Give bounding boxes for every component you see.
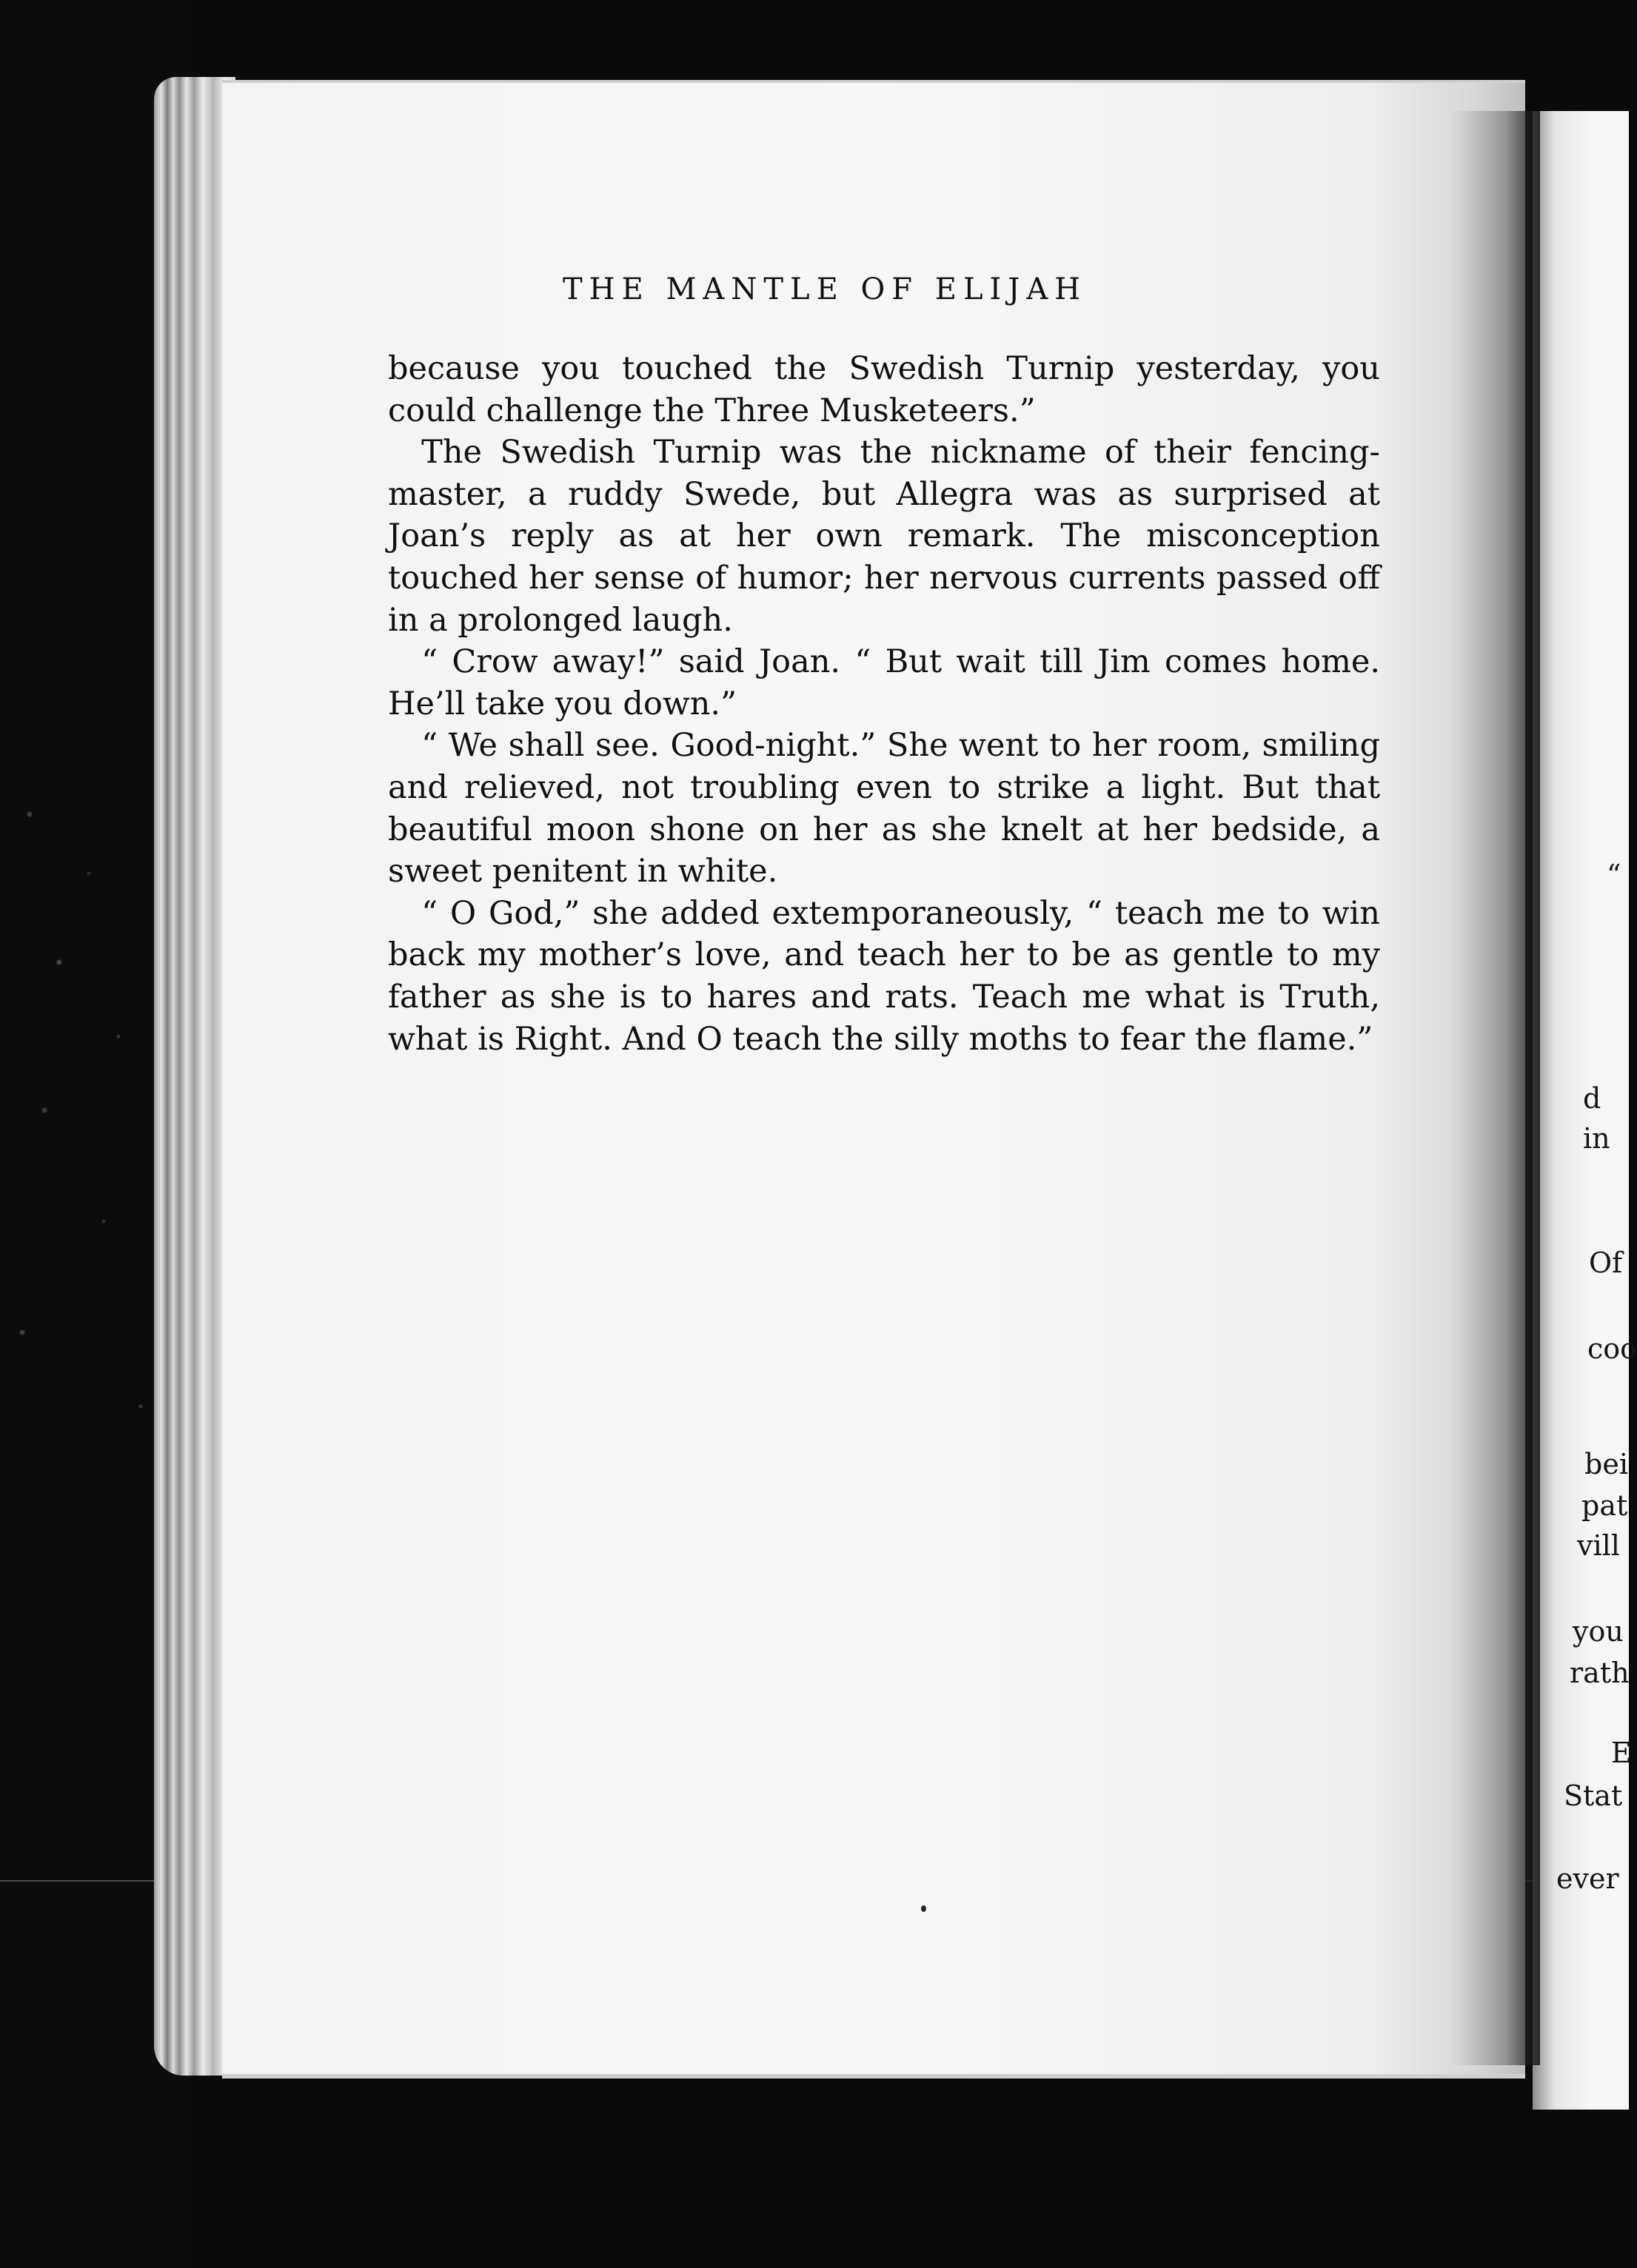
facing-page-fragment: Stat <box>1564 1779 1623 1812</box>
running-head: THE MANTLE OF ELIJAH <box>563 272 1088 306</box>
gutter-shadow <box>1451 111 1540 2065</box>
paragraph: “ Crow away!” said Joan. “ But wait till Jim comes home. He’ll take you down.” <box>388 643 1380 722</box>
facing-page-fragment: Of <box>1589 1247 1623 1279</box>
facing-page-fragment: in <box>1583 1122 1610 1155</box>
facing-page-fragment: rath <box>1570 1657 1630 1689</box>
facing-page-fragment: pat <box>1581 1489 1628 1522</box>
page-body <box>388 348 1380 1060</box>
paragraph: The Swedish Turnip was the nickname of their fencing-master, a ruddy Swede, but Allegra was as surprised at Joan’s reply as at her own remark. The misconception touched her sense of humor; her nervous currents passed off in a prolonged laugh. <box>388 434 1380 639</box>
facing-page-fragment: E <box>1611 1737 1632 1769</box>
page-mark <box>921 1905 926 1912</box>
facing-page-fragment: “ <box>1607 859 1621 891</box>
facing-page-fragment: vill <box>1577 1529 1620 1562</box>
paragraph: “ We shall see. Good-night.” She went to her room, smiling and relieved, not troubling even to strike a light. But that beautiful moon shone on her as she knelt at her bedside, a sweet penitent in white. <box>388 727 1380 890</box>
paragraph: “ O God,” she added extemporaneously, “ teach me to win back my mother’s love, and teach her to be as gentle to my father as she is to hares and rats. Teach me what is Truth, what is Right. And O teach the silly moths to fear the flame.” <box>388 894 1380 1058</box>
facing-page-fragment: d <box>1583 1082 1601 1115</box>
facing-page-fragment: ever <box>1556 1862 1619 1895</box>
facing-page-fragment: coo <box>1587 1332 1637 1365</box>
facing-page-fragment: you <box>1573 1615 1624 1648</box>
facing-page-fragment: bei <box>1584 1448 1628 1480</box>
paragraph: because you touched the Swedish Turnip yesterday, you could challenge the Three Musketeers.” <box>388 350 1380 429</box>
